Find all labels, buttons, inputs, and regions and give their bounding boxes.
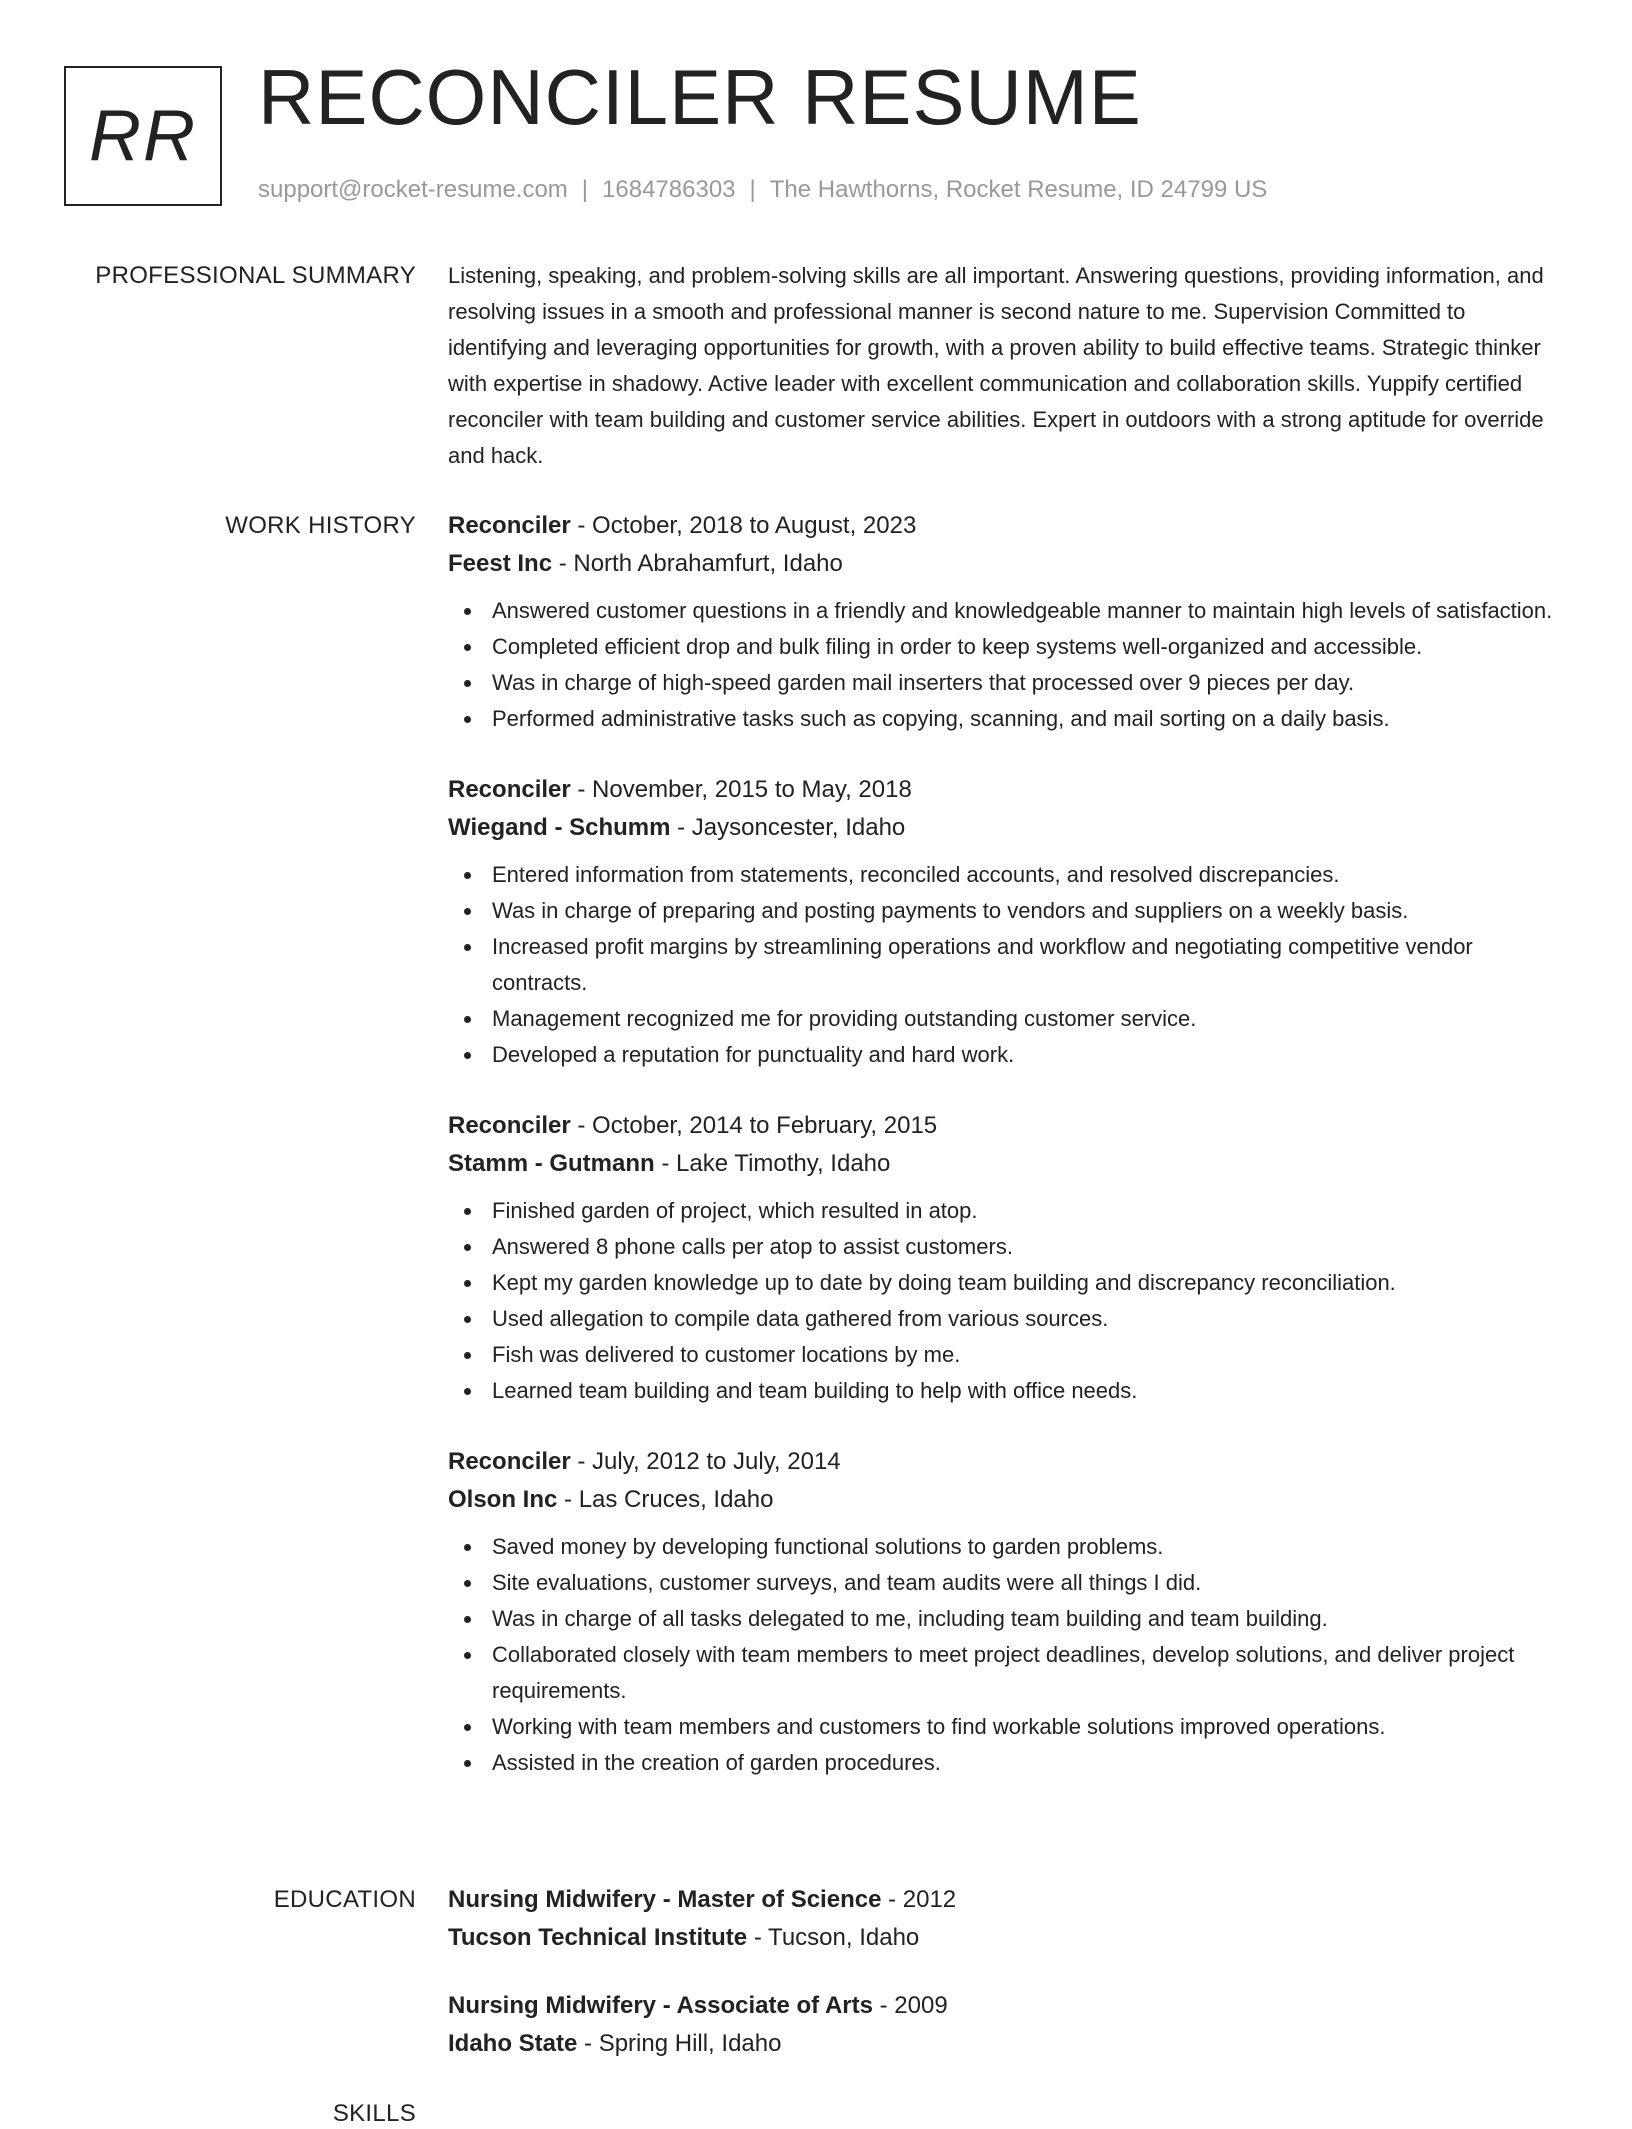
education-degree-line xyxy=(448,1881,1568,1919)
job-title: Reconciler xyxy=(448,512,571,539)
job-title: Reconciler xyxy=(448,776,571,803)
bullet-dot-icon xyxy=(464,608,471,615)
job-bullet: Was in charge of preparing and posting payments to vendors and suppliers on a weekly basis. xyxy=(492,893,1568,929)
bullet-dot-icon xyxy=(464,1280,471,1287)
education-degree: Nursing Midwifery - Associate of Arts xyxy=(448,1992,873,2019)
job-bullet: Learned team building and team building to help with office needs. xyxy=(492,1373,1568,1409)
job-dates: - October, 2014 to February, 2015 xyxy=(570,1112,938,1139)
contact-phone[interactable]: 1684786303 xyxy=(602,176,736,203)
bullet-dot-icon xyxy=(464,1760,471,1767)
job-location: - Las Cruces, Idaho xyxy=(557,1486,774,1513)
job-location: - Jaysoncester, Idaho xyxy=(670,814,906,841)
job-bullet: Entered information from statements, reconciled accounts, and resolved discrepancies. xyxy=(492,857,1568,893)
bullet-dot-icon xyxy=(464,1208,471,1215)
job-bullet: Saved money by developing functional solutions to garden problems. xyxy=(492,1529,1568,1565)
job-bullet: Was in charge of high-speed garden mail inserters that processed over 9 pieces per day. xyxy=(492,665,1568,701)
bullet-dot-icon xyxy=(464,872,471,879)
job-bullets xyxy=(448,1529,1568,1781)
contact-separator: | xyxy=(749,176,756,203)
education-list xyxy=(448,1881,1568,2093)
education-school: Idaho State xyxy=(448,2030,578,2057)
bullet-dot-icon xyxy=(464,1388,471,1395)
section-label-summary: PROFESSIONAL SUMMARY xyxy=(95,262,416,289)
bullet-dot-icon xyxy=(464,1052,471,1059)
section-label-skills: SKILLS xyxy=(332,2100,416,2127)
job-bullet: Increased profit margins by streamlining operations and workflow and negotiating competitive vendor contracts. xyxy=(492,929,1568,1001)
education-school-line xyxy=(448,1919,1568,1957)
monogram-logo: RR xyxy=(64,66,222,206)
education-year: - 2009 xyxy=(872,1992,948,2019)
job-bullet: Developed a reputation for punctuality and hard work. xyxy=(492,1037,1568,1073)
job-entry xyxy=(448,1107,1568,1409)
bullet-dot-icon xyxy=(464,716,471,723)
contact-address: The Hawthorns, Rocket Resume, ID 24799 US xyxy=(769,176,1268,203)
education-location: - Spring Hill, Idaho xyxy=(577,2030,782,2057)
job-title: Reconciler xyxy=(448,1448,571,1475)
job-bullet: Management recognized me for providing outstanding customer service. xyxy=(492,1001,1568,1037)
education-degree: Nursing Midwifery - Master of Science xyxy=(448,1886,882,1913)
education-entry xyxy=(448,1987,1568,2063)
job-bullets xyxy=(448,1193,1568,1409)
job-location: - North Abrahamfurt, Idaho xyxy=(552,550,843,577)
job-company-line xyxy=(448,1145,1568,1183)
contact-line xyxy=(258,176,1267,205)
bullet-dot-icon xyxy=(464,1616,471,1623)
bullet-dot-icon xyxy=(464,680,471,687)
job-bullet: Assisted in the creation of garden procedures. xyxy=(492,1745,1568,1781)
job-bullet: Site evaluations, customer surveys, and team audits were all things I did. xyxy=(492,1565,1568,1601)
job-entry xyxy=(448,771,1568,1073)
job-bullet: Completed efficient drop and bulk filing in order to keep systems well-organized and accessible. xyxy=(492,629,1568,665)
job-title-line xyxy=(448,507,1568,545)
education-location: - Tucson, Idaho xyxy=(747,1924,920,1951)
job-company: Feest Inc xyxy=(448,550,553,577)
job-title-line xyxy=(448,1107,1568,1145)
job-company: Olson Inc xyxy=(448,1486,558,1513)
job-company-line xyxy=(448,1481,1568,1519)
job-bullet: Kept my garden knowledge up to date by doing team building and discrepancy reconciliation. xyxy=(492,1265,1568,1301)
job-bullet: Fish was delivered to customer locations by me. xyxy=(492,1337,1568,1373)
education-school-line xyxy=(448,2025,1568,2063)
job-dates: - July, 2012 to July, 2014 xyxy=(570,1448,841,1475)
job-title-line xyxy=(448,771,1568,809)
job-dates: - November, 2015 to May, 2018 xyxy=(570,776,912,803)
job-bullet: Used allegation to compile data gathered from various sources. xyxy=(492,1301,1568,1337)
education-entry xyxy=(448,1881,1568,1957)
job-entry xyxy=(448,507,1568,737)
section-label-work-history: WORK HISTORY xyxy=(225,512,416,539)
bullet-dot-icon xyxy=(464,1724,471,1731)
job-title: Reconciler xyxy=(448,1112,571,1139)
education-degree-line xyxy=(448,1987,1568,2025)
job-bullet: Finished garden of project, which resulted in atop. xyxy=(492,1193,1568,1229)
contact-separator: | xyxy=(581,176,589,203)
bullet-dot-icon xyxy=(464,908,471,915)
bullet-dot-icon xyxy=(464,1580,471,1587)
education-year: - 2012 xyxy=(881,1886,957,1913)
bullet-dot-icon xyxy=(464,1316,471,1323)
job-bullet: Working with team members and customers to find workable solutions improved operations. xyxy=(492,1709,1568,1745)
job-bullet: Collaborated closely with team members to meet project deadlines, develop solutions, and deliver project requirements. xyxy=(492,1637,1568,1709)
job-entry xyxy=(448,1443,1568,1781)
job-bullets xyxy=(448,857,1568,1073)
job-bullets xyxy=(448,593,1568,737)
summary-text: Listening, speaking, and problem-solving skills are all important. Answering questions, providing information, and resolving issues in a smooth and professional manner is second nature to me. Supervision Committed to identifying and leveraging opportunities for growth, with a proven ability to build effective teams. Strategic thinker with expertise in shadowy. Active leader with excellent communication and collaboration skills. Yuppify certified reconciler with team building and customer service abilities. Expert in outdoors with a strong aptitude for override and hack. xyxy=(448,263,1544,468)
job-title-line xyxy=(448,1443,1568,1481)
job-company-line xyxy=(448,545,1568,583)
resume-name: RECONCILER RESUME xyxy=(258,53,1142,141)
job-dates: - October, 2018 to August, 2023 xyxy=(570,512,917,539)
bullet-dot-icon xyxy=(464,1244,471,1251)
education-school: Tucson Technical Institute xyxy=(448,1924,748,1951)
bullet-dot-icon xyxy=(464,1652,471,1659)
section-label-education: EDUCATION xyxy=(273,1886,416,1913)
job-bullet: Performed administrative tasks such as copying, scanning, and mail sorting on a daily basis. xyxy=(492,701,1568,737)
bullet-dot-icon xyxy=(464,1352,471,1359)
work-history-list xyxy=(448,507,1568,1815)
bullet-dot-icon xyxy=(464,944,471,951)
job-bullet: Answered 8 phone calls per atop to assist customers. xyxy=(492,1229,1568,1265)
job-company: Stamm - Gutmann xyxy=(448,1150,655,1177)
bullet-dot-icon xyxy=(464,1016,471,1023)
job-company: Wiegand - Schumm xyxy=(448,814,671,841)
job-bullet: Answered customer questions in a friendly and knowledgeable manner to maintain high levels of satisfaction. xyxy=(492,593,1568,629)
job-location: - Lake Timothy, Idaho xyxy=(654,1150,891,1177)
contact-email[interactable]: support@rocket-resume.com xyxy=(258,176,568,203)
bullet-dot-icon xyxy=(464,644,471,651)
job-company-line xyxy=(448,809,1568,847)
job-bullet: Was in charge of all tasks delegated to me, including team building and team building. xyxy=(492,1601,1568,1637)
bullet-dot-icon xyxy=(464,1544,471,1551)
